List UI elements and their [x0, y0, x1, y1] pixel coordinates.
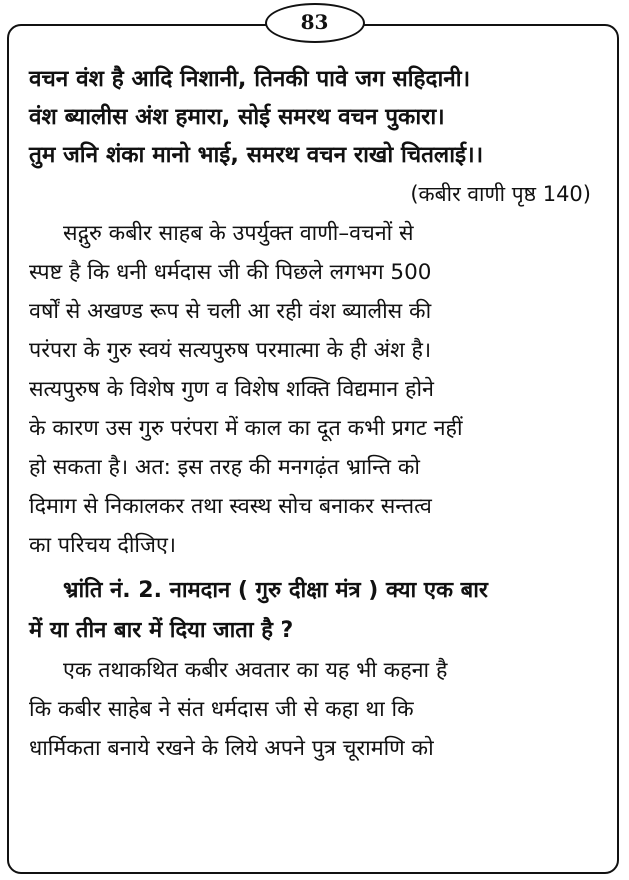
paragraph-line: दिमाग से निकालकर तथा स्वस्थ सोच बनाकर सन्तत्व — [29, 494, 432, 519]
paragraph-line: एक तथाकथित कबीर अवतार का यह भी कहना है — [63, 658, 448, 683]
paragraph-line: कि कबीर साहेब ने संत धर्मदास जी से कहा था कि — [29, 697, 414, 722]
paragraph-line: हो सकता है। अत: इस तरह की मनगढ़ंत भ्रान्ति को — [29, 455, 420, 480]
verse-reference: (कबीर वाणी पृष्ठ 140) — [410, 182, 591, 206]
page-frame — [7, 24, 619, 874]
heading-line: में या तीन बार में दिया जाता है ? — [29, 618, 294, 643]
paragraph-line: स्पष्ट है कि धनी धर्मदास जी की पिछले लगभग 500 — [29, 260, 432, 285]
paragraph-line: वर्षों से अखण्ड रूप से चली आ रही वंश ब्यालीस की — [29, 299, 432, 324]
paragraph-line: धार्मिकता बनाये रखने के लिये अपने पुत्र चूरामणि को — [29, 736, 434, 761]
section-heading — [29, 571, 599, 651]
page-number: 83 — [265, 3, 365, 43]
paragraph-line: सत्यपुरुष के विशेष गुण व विशेष शक्ति विद्यमान होने — [29, 377, 434, 402]
verse-line: तुम जनि शंका मानो भाई, समरथ वचन राखो चितलाई।। — [29, 142, 484, 168]
body-paragraph — [29, 214, 599, 565]
heading-line: भ्रांति नं. 2. नामदान ( गुरु दीक्षा मंत्र ) क्या एक बार — [63, 578, 488, 603]
continuation-paragraph — [29, 651, 599, 768]
verse-line: वंश ब्यालीस अंश हमारा, सोई समरथ वचन पुकारा। — [29, 104, 445, 130]
verse-block — [29, 60, 599, 174]
paragraph-line: का परिचय दीजिए। — [29, 533, 176, 558]
page-content — [29, 60, 599, 768]
paragraph-line: परंपरा के गुरु स्वयं सत्यपुरुष परमात्मा के ही अंश है। — [29, 338, 432, 363]
paragraph-line: के कारण उस गुरु परंपरा में काल का दूत कभी प्रगट नहीं — [29, 416, 463, 441]
paragraph-line: सद्गुरु कबीर साहब के उपर्युक्त वाणी–वचनों से — [63, 221, 414, 246]
verse-line: वचन वंश है आदि निशानी, तिनकी पावे जग सहिदानी। — [29, 66, 471, 92]
